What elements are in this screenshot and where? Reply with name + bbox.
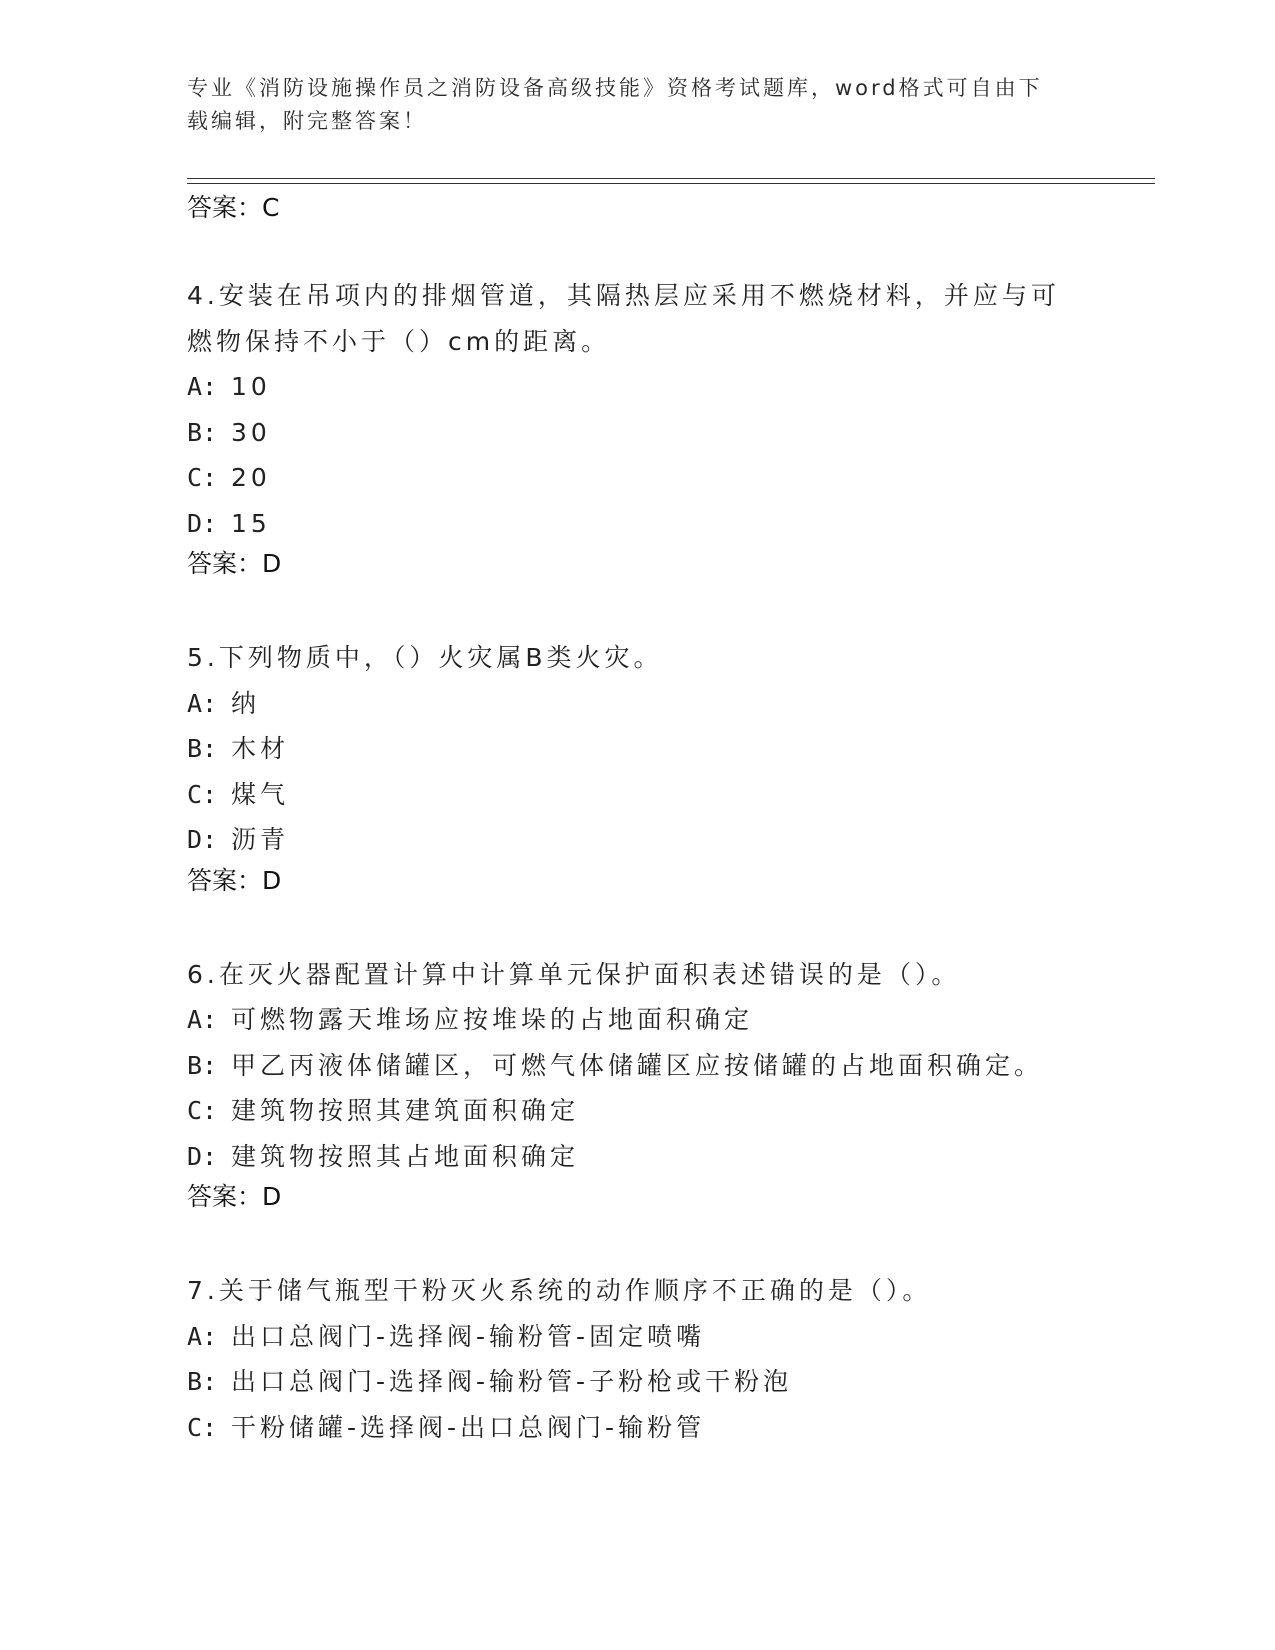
- option-label: A:: [187, 1005, 218, 1034]
- header-line-1: 专业《消防设施操作员之消防设备高级技能》资格考试题库，word格式可自由下: [187, 76, 1043, 100]
- answer-label: 答案：: [187, 549, 263, 578]
- option-label: A:: [187, 688, 218, 718]
- option-text: 建筑物按照其占地面积确定: [231, 1141, 580, 1171]
- document-header: [187, 72, 1067, 138]
- option-label: C:: [187, 1096, 218, 1125]
- option-text: 可燃物露天堆场应按堆垛的占地面积确定: [231, 1005, 754, 1034]
- question-text-line: 7.关于储气瓶型干粉灭火系统的动作顺序不正确的是（）。: [187, 1276, 932, 1305]
- question-list: [187, 190, 1167, 1450]
- answer-value: D: [262, 865, 283, 895]
- option-c: [187, 455, 1167, 501]
- option-text: 木材: [231, 734, 290, 763]
- option-label: C:: [187, 463, 218, 492]
- option-label: D:: [187, 825, 218, 854]
- option-text: 建筑物按照其建筑面积确定: [231, 1096, 580, 1125]
- option-c: [187, 1405, 1167, 1451]
- question-text-line: 4.安装在吊项内的排烟管道，其隔热层应采用不燃烧材料，并应与可: [187, 281, 1060, 310]
- option-text: 10: [231, 372, 271, 401]
- option-label: B:: [187, 734, 218, 763]
- question-block: [187, 273, 1167, 582]
- option-b: [187, 410, 1167, 456]
- question-block: [187, 952, 1167, 1216]
- answer-label: 答案：: [187, 865, 263, 895]
- option-d: [187, 1134, 1167, 1180]
- spacer: [187, 1215, 1167, 1268]
- option-c: [187, 1088, 1167, 1134]
- spacer: [187, 582, 1167, 635]
- header-rule-top: [187, 178, 1155, 179]
- option-label: D:: [187, 1141, 218, 1171]
- option-label: B:: [187, 1367, 218, 1396]
- option-label: C:: [187, 1412, 218, 1442]
- option-text: 15: [231, 508, 271, 538]
- option-a: [187, 681, 1167, 727]
- option-text: 煤气: [231, 779, 290, 809]
- question-text: [187, 952, 1167, 998]
- option-text: 出口总阀门-选择阀-输粉管-子粉枪或干粉泡: [231, 1367, 793, 1396]
- answer-value: D: [262, 549, 283, 578]
- option-c: [187, 772, 1167, 818]
- question-text-line: 6.在灭火器配置计算中计算单元保护面积表述错误的是（）。: [187, 959, 961, 989]
- answer-line: [187, 1179, 1167, 1215]
- question-text-line: 5.下列物质中，（）火灾属B类火灾。: [187, 643, 663, 672]
- option-label: B:: [187, 417, 218, 447]
- option-d: [187, 817, 1167, 863]
- option-label: C:: [187, 779, 218, 809]
- option-text: 沥青: [231, 825, 290, 854]
- option-label: A:: [187, 1321, 218, 1351]
- answer-line: [187, 863, 1167, 899]
- question-text: [187, 1268, 1167, 1314]
- spacer: [187, 899, 1167, 952]
- question-block: [187, 1268, 1167, 1450]
- header-line-2: 载编辑，附完整答案！: [187, 109, 427, 133]
- question-block: [187, 635, 1167, 899]
- spacer: [187, 226, 1167, 273]
- option-a: [187, 997, 1167, 1043]
- option-a: [187, 1314, 1167, 1360]
- option-text: 20: [231, 463, 271, 492]
- option-text: 出口总阀门-选择阀-输粉管-固定喷嘴: [231, 1321, 706, 1351]
- answer-value: D: [262, 1182, 283, 1211]
- answer-label: 答案：: [187, 193, 263, 222]
- answer-line: [187, 546, 1167, 582]
- option-label: A:: [187, 372, 218, 401]
- question-text-line: 燃物保持不小于（）cm的距离。: [187, 326, 611, 356]
- answer-line: [187, 190, 1167, 226]
- option-label: D:: [187, 508, 218, 538]
- option-text: 干粉储罐-选择阀-出口总阀门-输粉管: [231, 1412, 706, 1442]
- question-text: [187, 273, 1167, 364]
- question-text: [187, 635, 1167, 681]
- option-b: [187, 726, 1167, 772]
- option-text: 30: [231, 417, 271, 447]
- option-a: [187, 364, 1167, 410]
- answer-value: C: [262, 193, 281, 222]
- header-rule-bottom: [187, 183, 1155, 184]
- option-text: 纳: [231, 688, 261, 718]
- option-b: [187, 1359, 1167, 1405]
- answer-label: 答案：: [187, 1182, 263, 1211]
- option-d: [187, 501, 1167, 547]
- option-text: 甲乙丙液体储罐区，可燃气体储罐区应按储罐的占地面积确定。: [231, 1050, 1044, 1080]
- option-label: B:: [187, 1050, 218, 1080]
- option-b: [187, 1043, 1167, 1089]
